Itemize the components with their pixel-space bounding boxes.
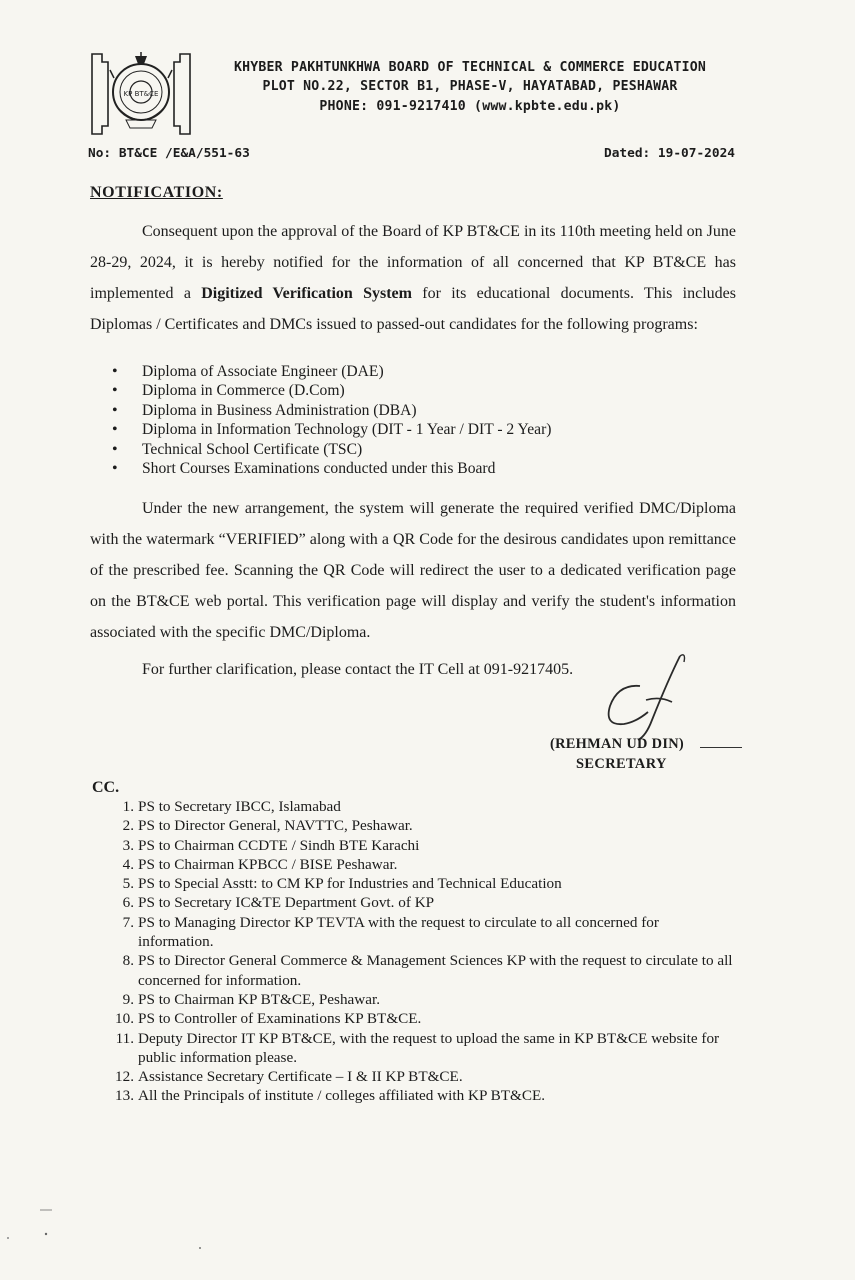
signature-line <box>700 747 742 748</box>
list-item: 1. PS to Secretary IBCC, Islamabad <box>122 798 341 815</box>
list-item: 7. PS to Managing Director KP TEVTA with the request to circulate to all concerned for information. <box>122 913 659 951</box>
list-item: 13. All the Principals of institute / colleges affiliated with KP BT&CE. <box>115 1087 546 1105</box>
paper-specks <box>0 1200 855 1280</box>
list-item: 9. PS to Chairman KP BT&CE, Peshawar. <box>122 990 381 1008</box>
paragraph-arrangement: Under the new arrangement, the system will generate the required verified DMC/Diploma with the watermark “VERIFIED” along with a QR Code for the desirous candidates upon remittance of the prescribed fee. Scanning the QR Code will redirect the user to a dedicated verification page on the BT&CE web portal. This verification page will display and verify the student's information associated with the specific DMC/Diploma. <box>90 500 736 641</box>
list-item: • Short Courses Examinations conducted under this Board <box>112 459 551 478</box>
paragraph-intro: Consequent upon the approval of the Board of KP BT&CE in its 110th meeting held on June 28-29, 2024, it is hereby notified for the information of all concerned that KP BT&CE has implemented a Digitized Verification System for its educational documents. This includes Diplomas / Certificates and DMCs issued to passed-out candidates for the following programs: <box>90 223 736 333</box>
signature-icon <box>588 650 708 750</box>
svg-text:KP BT&CE: KP BT&CE <box>123 90 159 98</box>
paragraph-contact: For further clarification, please contact the IT Cell at 091-9217405. <box>142 661 574 678</box>
program-list <box>112 362 551 478</box>
list-item: 3. PS to Chairman CCDTE / Sindh BTE Karachi <box>122 836 420 854</box>
notification-title: NOTIFICATION: <box>90 184 223 201</box>
list-item: 2. PS to Director General, NAVTTC, Peshawar. <box>122 817 413 835</box>
board-emblem-icon <box>88 48 194 140</box>
signatory-title: SECRETARY <box>576 756 667 772</box>
list-item: • Diploma in Information Technology (DIT - 1 Year / DIT - 2 Year) <box>112 420 551 439</box>
list-item: • Technical School Certificate (TSC) <box>112 440 551 459</box>
list-item: 8. PS to Director General Commerce & Management Sciences KP with the request to circulate to all concerned for information. <box>122 952 733 989</box>
list-item: 5. PS to Special Asstt: to CM KP for Industries and Technical Education <box>122 875 562 893</box>
list-item: • Diploma in Business Administration (DBA) <box>112 401 551 420</box>
cc-label: CC. <box>92 779 120 796</box>
list-item: 10. PS to Controller of Examinations KP BT&CE. <box>115 1010 422 1028</box>
board-phone: PHONE: 091-9217410 (www.kpbte.edu.pk) <box>319 99 621 114</box>
date: Dated: 19-07-2024 <box>604 146 735 161</box>
signatory-name: (REHMAN UD DIN) <box>550 736 685 752</box>
board-name: KHYBER PAKHTUNKHWA BOARD OF TECHNICAL & COMMERCE EDUCATION <box>233 60 707 75</box>
list-item: • Diploma of Associate Engineer (DAE) <box>112 362 551 381</box>
reference-number: No: BT&CE /E&A/551-63 <box>88 146 250 161</box>
list-item: 4. PS to Chairman KPBCC / BISE Peshawar. <box>122 855 398 873</box>
list-item: 11. Deputy Director IT KP BT&CE, with the request to upload the same in KP BT&CE website for public information please. <box>115 1029 720 1066</box>
list-item: 6. PS to Secretary IC&TE Department Govt. of KP <box>122 894 435 912</box>
board-address: PLOT NO.22, SECTOR B1, PHASE-V, HAYATABAD, PESHAWAR <box>262 79 678 94</box>
cc-list <box>115 797 738 1106</box>
list-item: • Diploma in Commerce (D.Com) <box>112 381 551 400</box>
list-item: 12. Assistance Secretary Certificate – I & II KP BT&CE. <box>115 1068 463 1086</box>
